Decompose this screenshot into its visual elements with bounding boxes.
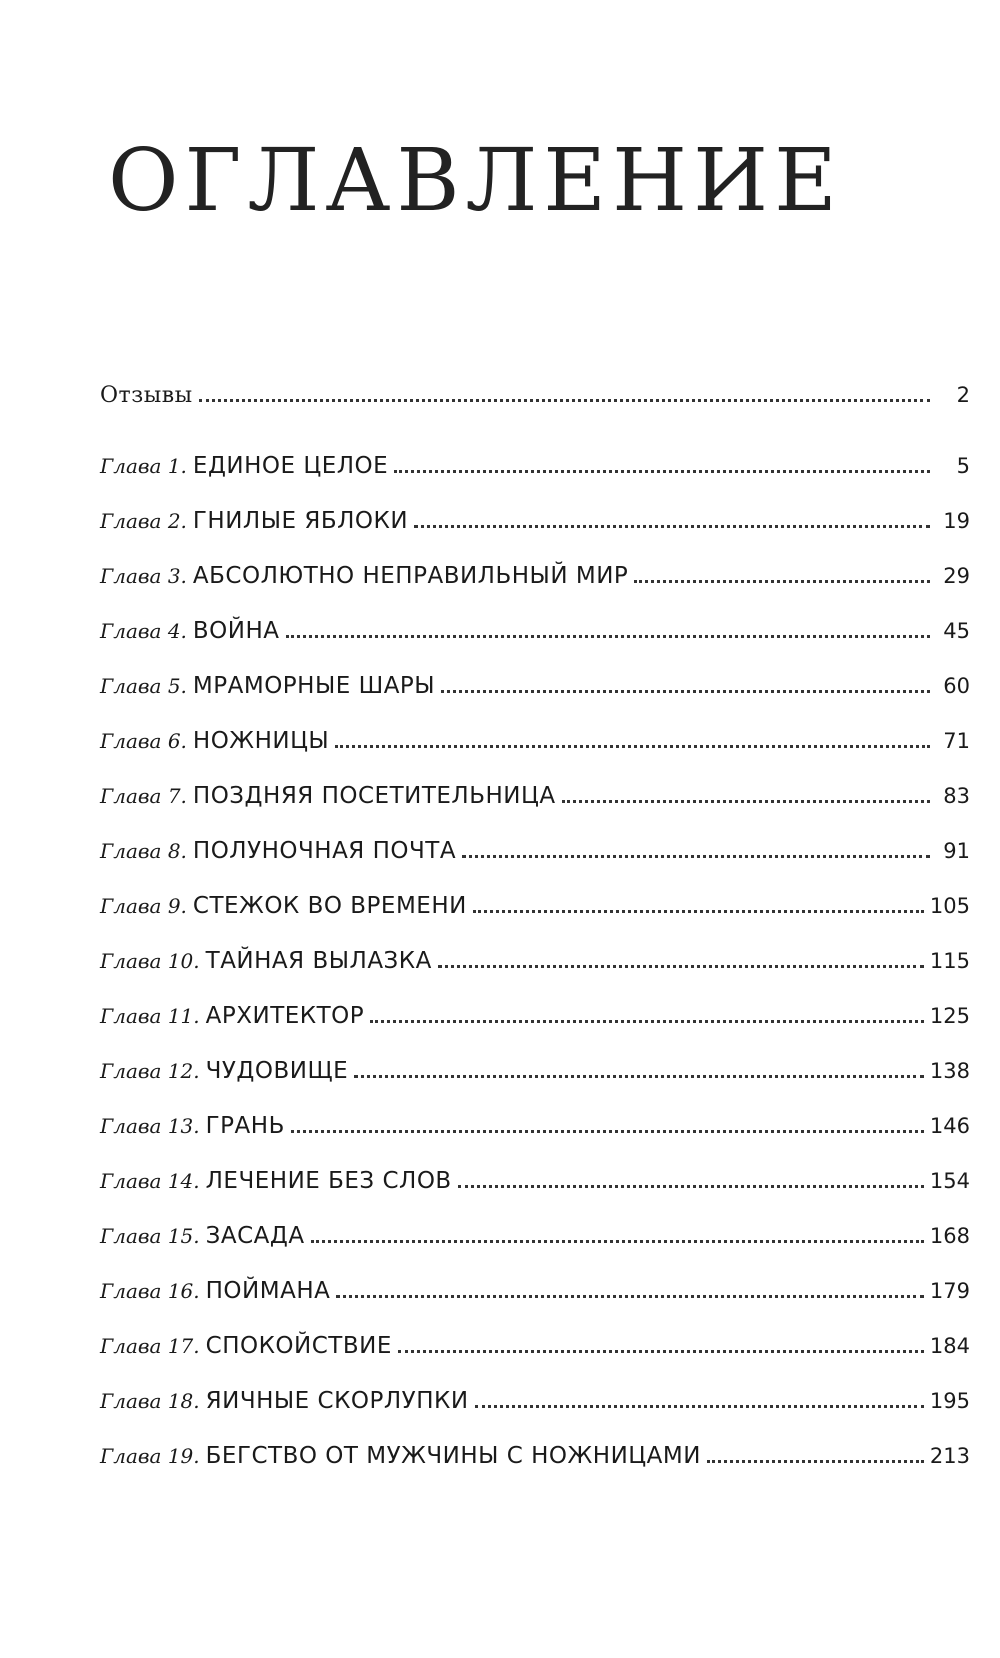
chapter-title: ПОЗДНЯЯ ПОСЕТИТЕЛЬНИЦА	[192, 783, 556, 809]
chapter-number: Глава 1.	[100, 454, 187, 478]
chapter-number: Глава 16.	[100, 1279, 200, 1303]
dot-leader	[414, 525, 930, 528]
chapter-page-number: 105	[929, 894, 970, 918]
toc-entry-page: 2	[956, 383, 970, 407]
chapter-title: ВОЙНА	[192, 618, 280, 644]
chapter-number: Глава 2.	[100, 509, 187, 533]
toc-entry-chapter	[100, 895, 970, 950]
table-of-contents	[100, 385, 970, 1500]
toc-entry-chapter	[100, 1335, 970, 1390]
toc-entry-chapter	[100, 620, 970, 675]
chapter-number: Глава 5.	[100, 674, 187, 698]
chapter-page-number: 91	[943, 839, 970, 863]
dot-leader	[458, 1185, 924, 1188]
chapter-title: СПОКОЙСТВИЕ	[205, 1333, 392, 1359]
chapter-number: Глава 18.	[100, 1389, 200, 1413]
dot-leader	[370, 1020, 924, 1023]
chapter-title: ПОЙМАНА	[205, 1278, 331, 1304]
chapter-page-number: 29	[943, 564, 970, 588]
dot-leader	[335, 745, 930, 748]
chapter-number: Глава 17.	[100, 1334, 200, 1358]
chapter-page-number: 45	[943, 619, 970, 643]
chapter-title: ГНИЛЫЕ ЯБЛОКИ	[192, 508, 409, 534]
toc-entry-chapter	[100, 1005, 970, 1060]
dot-leader	[462, 855, 930, 858]
chapter-title: ПОЛУНОЧНАЯ ПОЧТА	[192, 838, 457, 864]
toc-entry-chapter	[100, 1280, 970, 1335]
chapter-title: ЕДИНОЕ ЦЕЛОЕ	[192, 453, 389, 479]
chapter-number: Глава 14.	[100, 1169, 200, 1193]
toc-entry-chapter	[100, 1225, 970, 1280]
chapter-page-number: 168	[929, 1224, 970, 1248]
dot-leader	[441, 690, 930, 693]
chapter-page-number: 115	[929, 949, 970, 973]
toc-entry-chapter	[100, 785, 970, 840]
chapter-number: Глава 13.	[100, 1114, 200, 1138]
chapter-page-number: 83	[943, 784, 970, 808]
dot-leader	[286, 635, 930, 638]
dot-leader	[475, 1405, 924, 1408]
chapter-title: БЕГСТВО ОТ МУЖЧИНЫ С НОЖНИЦАМИ	[205, 1443, 701, 1469]
chapter-title: МРАМОРНЫЕ ШАРЫ	[192, 673, 436, 699]
page-title: ОГЛАВЛЕНИЕ	[108, 131, 843, 231]
chapter-page-number: 184	[929, 1334, 970, 1358]
toc-entry-chapter	[100, 1170, 970, 1225]
dot-leader	[199, 399, 930, 402]
chapter-page-number: 71	[943, 729, 970, 753]
dot-leader	[354, 1075, 924, 1078]
toc-entry-title: Отзывы	[100, 383, 193, 408]
toc-entry-chapter	[100, 1445, 970, 1500]
chapter-number: Глава 4.	[100, 619, 187, 643]
chapter-title: ГРАНЬ	[205, 1113, 285, 1139]
toc-entry-chapter	[100, 455, 970, 510]
chapter-title: АРХИТЕКТОР	[205, 1003, 365, 1029]
chapter-title: ЯИЧНЫЕ СКОРЛУПКИ	[205, 1388, 469, 1414]
chapter-page-number: 125	[929, 1004, 970, 1028]
chapter-number: Глава 7.	[100, 784, 187, 808]
dot-leader	[634, 580, 930, 583]
chapter-page-number: 154	[929, 1169, 970, 1193]
chapter-page-number: 60	[943, 674, 970, 698]
chapter-number: Глава 3.	[100, 564, 187, 588]
dot-leader	[473, 910, 924, 913]
dot-leader	[394, 470, 930, 473]
chapter-number: Глава 9.	[100, 894, 187, 918]
toc-entry-chapter	[100, 565, 970, 620]
chapter-page-number: 213	[929, 1444, 970, 1468]
toc-entry-chapter	[100, 950, 970, 1005]
toc-entry-chapter	[100, 510, 970, 565]
chapter-number: Глава 19.	[100, 1444, 200, 1468]
toc-entry-chapter	[100, 840, 970, 895]
toc-entry-chapter	[100, 1115, 970, 1170]
chapter-title: НОЖНИЦЫ	[192, 728, 330, 754]
dot-leader	[291, 1130, 924, 1133]
dot-leader	[707, 1460, 924, 1463]
toc-entry-reviews	[100, 385, 970, 455]
chapter-page-number: 5	[956, 454, 970, 478]
chapter-page-number: 195	[929, 1389, 970, 1413]
chapter-page-number: 179	[929, 1279, 970, 1303]
dot-leader	[336, 1295, 924, 1298]
toc-entry-chapter	[100, 1390, 970, 1445]
dot-leader	[311, 1240, 924, 1243]
chapter-number: Глава 11.	[100, 1004, 200, 1028]
chapter-number: Глава 6.	[100, 729, 187, 753]
chapter-title: АБСОЛЮТНО НЕПРАВИЛЬНЫЙ МИР	[192, 563, 629, 589]
chapter-number: Глава 10.	[100, 949, 200, 973]
chapter-title: ТАЙНАЯ ВЫЛАЗКА	[205, 948, 432, 974]
chapter-page-number: 138	[929, 1059, 970, 1083]
chapter-number: Глава 15.	[100, 1224, 200, 1248]
dot-leader	[562, 800, 930, 803]
toc-entry-chapter	[100, 1060, 970, 1115]
chapter-title: ЛЕЧЕНИЕ БЕЗ СЛОВ	[205, 1168, 452, 1194]
chapter-number: Глава 12.	[100, 1059, 200, 1083]
chapter-page-number: 19	[943, 509, 970, 533]
chapter-page-number: 146	[929, 1114, 970, 1138]
chapter-title: ЗАСАДА	[205, 1223, 305, 1249]
chapter-number: Глава 8.	[100, 839, 187, 863]
chapter-title: СТЕЖОК ВО ВРЕМЕНИ	[192, 893, 467, 919]
dot-leader	[438, 965, 924, 968]
dot-leader	[398, 1350, 924, 1353]
toc-entry-chapter	[100, 675, 970, 730]
toc-entry-chapter	[100, 730, 970, 785]
chapter-title: ЧУДОВИЩЕ	[205, 1058, 349, 1084]
